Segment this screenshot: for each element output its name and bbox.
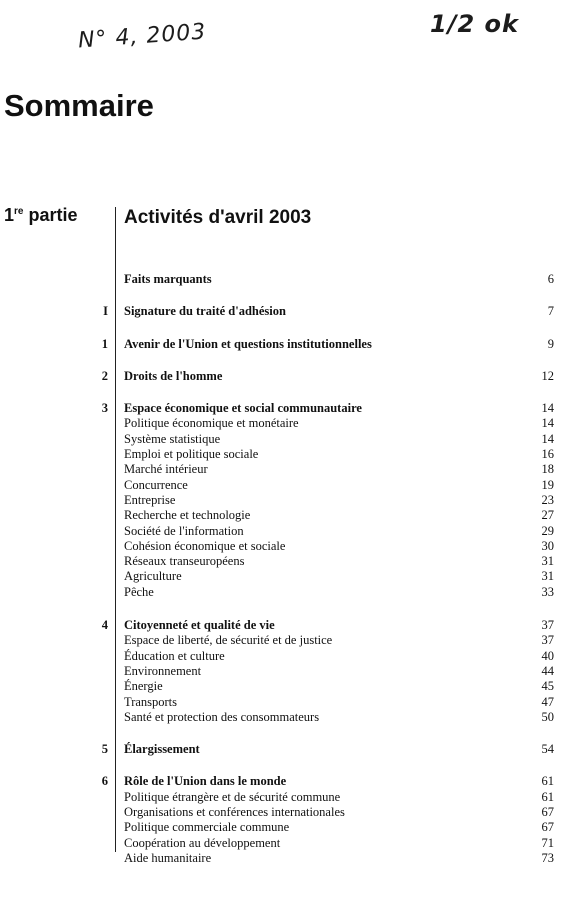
part-ordinal-suffix: re (14, 206, 24, 217)
entry-page-number: 37 (541, 633, 554, 648)
toc-section-heading[interactable] (0, 742, 568, 757)
handwritten-check-note: 1/2 ok (430, 10, 519, 38)
part-title: Activités d'avril 2003 (124, 207, 312, 228)
toc-entry[interactable] (0, 836, 568, 851)
section-page-number: 14 (541, 401, 554, 416)
toc-entry[interactable] (0, 585, 568, 600)
entry-title: Système statistique (124, 431, 221, 446)
entry-page-number: 19 (541, 477, 554, 492)
entry-page-number: 29 (541, 523, 554, 538)
section-page-number: 7 (547, 304, 554, 319)
section-page-number: 61 (541, 774, 554, 789)
entry-page-number: 45 (541, 679, 554, 694)
toc-entry[interactable] (0, 790, 568, 805)
table-of-contents (0, 255, 568, 866)
entry-page-number: 31 (541, 569, 554, 584)
toc-entry[interactable] (0, 508, 568, 523)
toc-entry[interactable] (0, 432, 568, 447)
toc-entry[interactable] (0, 416, 568, 431)
section-title: Élargissement (124, 742, 200, 757)
toc-section (0, 304, 568, 319)
toc-entry[interactable] (0, 447, 568, 462)
section-number: I (103, 304, 108, 319)
section-number: 5 (101, 742, 108, 757)
entry-page-number: 67 (541, 820, 554, 835)
section-title: Signature du traité d'adhésion (124, 304, 286, 319)
entry-page-number: 18 (541, 462, 554, 477)
page-title: Sommaire (4, 88, 154, 123)
entry-page-number: 67 (541, 805, 554, 820)
section-title: Rôle de l'Union dans le monde (124, 774, 287, 789)
entry-page-number: 73 (541, 850, 554, 865)
section-title: Espace économique et social communautaire (124, 401, 362, 416)
entry-title: Organisations et conférences internationales (124, 805, 345, 820)
entry-title: Marché intérieur (124, 462, 208, 477)
section-page-number: 12 (541, 368, 554, 383)
section-page-number: 9 (547, 336, 554, 351)
entry-title: Société de l'information (124, 523, 244, 538)
toc-entry[interactable] (0, 633, 568, 648)
toc-entry[interactable] (0, 710, 568, 725)
toc-entry[interactable] (0, 664, 568, 679)
part-word: partie (28, 205, 78, 225)
entry-title: Cohésion économique et sociale (124, 538, 286, 553)
entry-page-number: 14 (541, 431, 554, 446)
toc-entry[interactable] (0, 493, 568, 508)
entry-page-number: 27 (541, 508, 554, 523)
entry-title: Aide humanitaire (124, 850, 212, 865)
toc-entry[interactable] (0, 679, 568, 694)
part-label (4, 205, 78, 226)
entry-title: Environnement (124, 663, 202, 678)
toc-section-heading[interactable] (0, 369, 568, 384)
entry-title: Politique commerciale commune (124, 820, 290, 835)
toc-entry[interactable] (0, 539, 568, 554)
entry-title: Recherche et technologie (124, 508, 251, 523)
entry-title: Éducation et culture (124, 648, 225, 663)
entry-page-number: 14 (541, 416, 554, 431)
toc-entry[interactable] (0, 695, 568, 710)
toc-section (0, 272, 568, 287)
entry-page-number: 71 (541, 835, 554, 850)
entry-page-number: 23 (541, 492, 554, 507)
toc-section (0, 401, 568, 600)
toc-section-heading[interactable] (0, 337, 568, 352)
toc-entry[interactable] (0, 554, 568, 569)
entry-title: Pêche (124, 584, 154, 599)
section-number: 2 (101, 368, 108, 383)
toc-section (0, 774, 568, 866)
toc-entry[interactable] (0, 478, 568, 493)
section-page-number: 37 (541, 618, 554, 633)
toc-entry[interactable] (0, 805, 568, 820)
toc-section-heading[interactable] (0, 272, 568, 287)
toc-entry[interactable] (0, 649, 568, 664)
section-page-number: 6 (547, 272, 554, 286)
handwritten-issue-note: N° 4, 2003 (77, 19, 208, 54)
entry-page-number: 16 (541, 447, 554, 462)
entry-title: Agriculture (124, 569, 182, 584)
entry-title: Réseaux transeuropéens (124, 554, 245, 569)
toc-entry[interactable] (0, 462, 568, 477)
entry-title: Politique étrangère et de sécurité commune (124, 789, 341, 804)
entry-page-number: 40 (541, 648, 554, 663)
entry-title: Coopération au développement (124, 835, 281, 850)
section-number: 3 (101, 401, 108, 416)
toc-entry[interactable] (0, 569, 568, 584)
section-title: Faits marquants (124, 272, 212, 286)
toc-entry[interactable] (0, 851, 568, 866)
entry-title: Espace de liberté, de sécurité et de justice (124, 633, 333, 648)
entry-page-number: 44 (541, 663, 554, 678)
toc-entry[interactable] (0, 524, 568, 539)
section-title: Avenir de l'Union et questions institutionnelles (124, 336, 372, 351)
section-number: 1 (101, 336, 108, 351)
entry-page-number: 50 (541, 709, 554, 724)
entry-page-number: 33 (541, 584, 554, 599)
entry-title: Politique économique et monétaire (124, 416, 299, 431)
toc-section-heading[interactable] (0, 618, 568, 633)
entry-page-number: 47 (541, 694, 554, 709)
section-number: 6 (101, 774, 108, 789)
toc-entry[interactable] (0, 820, 568, 835)
entry-title: Énergie (124, 679, 163, 694)
entry-page-number: 31 (541, 554, 554, 569)
toc-section-heading[interactable] (0, 304, 568, 319)
section-page-number: 54 (541, 742, 554, 757)
toc-section (0, 337, 568, 352)
part-number: 1 (4, 205, 15, 225)
entry-title: Concurrence (124, 477, 188, 492)
entry-title: Transports (124, 694, 178, 709)
toc-section (0, 742, 568, 757)
section-title: Droits de l'homme (124, 368, 223, 383)
entry-title: Entreprise (124, 492, 176, 507)
section-number: 4 (101, 618, 108, 633)
toc-section-heading[interactable] (0, 401, 568, 416)
entry-title: Emploi et politique sociale (124, 447, 259, 462)
toc-section (0, 369, 568, 384)
toc-section-heading[interactable] (0, 774, 568, 789)
section-title: Citoyenneté et qualité de vie (124, 618, 275, 633)
toc-section (0, 618, 568, 725)
entry-page-number: 30 (541, 538, 554, 553)
entry-page-number: 61 (541, 789, 554, 804)
entry-title: Santé et protection des consommateurs (124, 709, 320, 724)
